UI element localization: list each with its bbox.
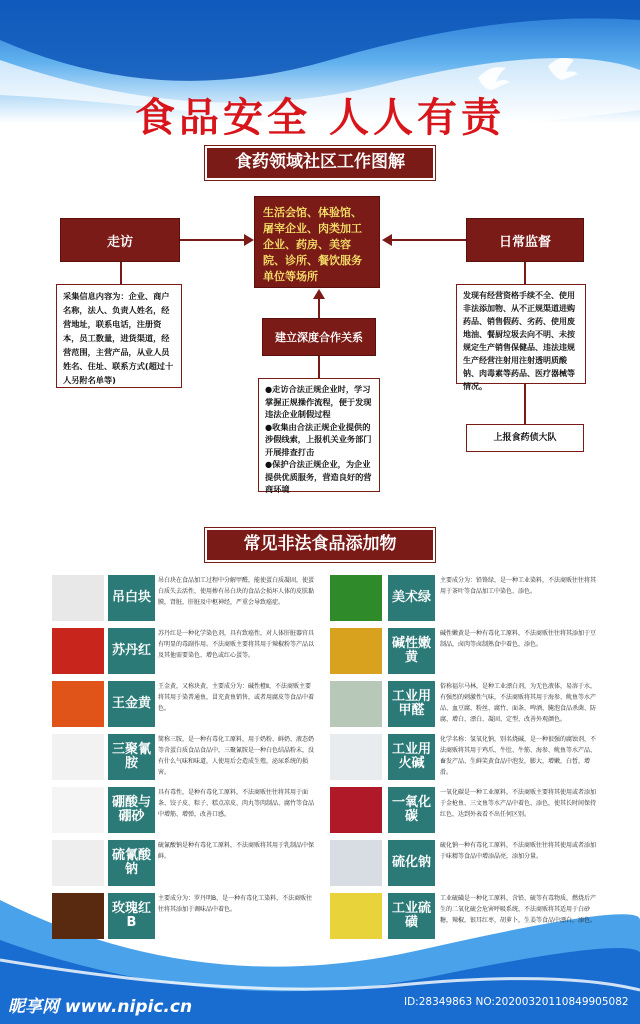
arrow-right xyxy=(390,239,466,241)
arrow-up xyxy=(318,296,320,318)
connector-left xyxy=(120,262,122,284)
additive-name: 碱性嫩黄 xyxy=(388,628,435,674)
supervision-text: 发现有经营资格手续不全、使用非法添加物、从不正规渠道进购药品、销售假药、劣药、使用废地油、餐厨垃圾去向不明、未按规定生产销售保健品、违法违规生产经营注射用注射透明质酸钠、肉毒素等药品、医疗器械等情况。 xyxy=(456,284,586,384)
diagram-banner: 食药领域社区工作图解 xyxy=(205,146,435,180)
additive-description: 主要成分为：铅铬绿，是一种工业染料，不法商贩往往将其用于茶叶等食品加工中染色、添色。 xyxy=(440,577,597,595)
additive-image-right-2 xyxy=(330,681,382,727)
additive-image-left-5 xyxy=(52,840,104,886)
poster-title: 食品安全 人人有责 xyxy=(135,95,505,141)
additive-description: 工业硫磺是一种化工原料，含铅、硫等有毒物质，燃烧后产生的二氧化硫会危害呼吸系统，不法商贩将其适用于白砂糖，辣椒，银耳红枣，胡萝卜，生姜等食品中漂白，添色。 xyxy=(440,895,597,924)
additive-name: 工业硫磺 xyxy=(388,893,435,939)
additive-description: 化学名称：氢氧化钠，别名烧碱，是一种很强的腐蚀剂，不法商贩将其用于鸡爪、牛肚、牛筋、海参、鱿鱼等水产品、畜发产品、生鲜笑黄食品中泡发，膨大，增嫩，白皙，增滑。 xyxy=(440,736,597,776)
connector-right xyxy=(524,262,526,284)
additive-name: 硼酸与硼砂 xyxy=(108,787,155,833)
additive-description: 一氧化碳是一种工业原料，不法商贩主要将其使用或者添加于金枪鱼、三文鱼等水产品中着色、添色，使其长时间保持红色，达到外表看不出任何区别。 xyxy=(440,789,597,818)
additive-description: 俗称福尔马林，是种工业漂白剂，为无色液体，易溶于水，有强烈的刺激性气味，不法商贩将其用于海参、鱿鱼等水产品、血豆腐、粉丝、腐竹、面条、啤酒、腌泡食品杀菌、防腐、增白、漂白、凝固、定型、改善外观颜色。 xyxy=(440,683,597,723)
additive-description: 简称三胺，是一种有毒化工原料，用于奶粉、鲜奶、液态奶等含蛋白质食品食品中，三聚氰胺是一种白色结晶粉末，没有什么气味和味道，人使用后会造成生殖，泌尿系统的损害。 xyxy=(158,736,315,776)
additive-image-left-6 xyxy=(52,893,104,939)
additive-name: 吊白块 xyxy=(108,575,155,621)
additives-banner: 常见非法食品添加物 xyxy=(205,528,435,562)
center-box: 生活会馆、体验馆、屠宰企业、肉类加工企业、药房、美容院、诊所、餐饮服务单位等场所 xyxy=(254,196,380,288)
additive-description: 硫化钠一种有毒化工原料，不法商贩往往将其使用或者添加于味精等食品中增添晶亮，添加分量。 xyxy=(440,842,597,860)
connector-coop xyxy=(318,356,320,378)
additive-name: 一氧化碳 xyxy=(388,787,435,833)
arrow-left xyxy=(180,239,252,241)
additive-description: 吊白块在食品加工过程中分解甲醛，能使蛋白质凝固，使蛋白质失去活性，使用掺有吊白块的食品会损坏人体的皮肤黏膜，肾脏，肝脏及中枢神经，严重会导致癌症。 xyxy=(158,577,315,606)
additive-description: 苏丹红是一种化学染色剂，具有致癌性，对人体肝脏器官具有明显的毒副作用。不法商贩主要将其用于辣椒粉等产品以及其他需要染色、增色或红心蛋等。 xyxy=(158,630,315,659)
additive-image-right-0 xyxy=(330,575,382,621)
additive-name: 硫氰酸钠 xyxy=(108,840,155,886)
additive-description: 王金黄，又称块黄，主要成分为：碱性橙Ⅱ，不法商贩主要将其用于染普通鱼，冒充黄鱼销售，或者用腐皮等食品中着色。 xyxy=(158,683,315,712)
additive-image-left-4 xyxy=(52,787,104,833)
additive-description: 具有毒性，是种有毒化工原料，不法商贩往往将其用于面条、饺子皮、粽子、糕点凉皮、肉丸等肉制品、腐竹等食品中增筋、增弹，改善口感。 xyxy=(158,789,315,818)
arrow-left-head xyxy=(244,234,254,246)
additive-name: 三聚氰胺 xyxy=(108,734,155,780)
additive-name: 工业用甲醛 xyxy=(388,681,435,727)
additive-description: 主要成分为：罗丹明B，是一种有毒化工染料，不法商贩往往将其添加于调味品中着色。 xyxy=(158,895,313,913)
additive-image-left-1 xyxy=(52,628,104,674)
footer-logo: 昵享网 www.nipic.cn xyxy=(8,997,193,1017)
additive-description: 硫氰酸钠是种有毒化工原料，不法商贩将其用于乳制品中保鲜。 xyxy=(158,842,315,860)
additive-name: 美术绿 xyxy=(388,575,435,621)
footer-id: ID:28349863 NO:20200320110849905082 xyxy=(404,996,629,1008)
cooperation-text: ●走访合法正规企业时，学习掌握正规操作流程，便于发现违法企业制假过程 ●收集由合法正规企业提供的涉假线索，上报机关业务部门开展排查打击 ●保护合法正规企业，为企业提供优质服务，营造良好的营商环境 xyxy=(258,378,380,492)
arrow-right-head xyxy=(382,234,392,246)
visit-label: 走访 xyxy=(60,218,180,262)
supervision-label: 日常监督 xyxy=(466,218,584,262)
additive-image-right-4 xyxy=(330,787,382,833)
visit-text: 采集信息内容为：企业、商户名称，法人、负责人姓名，经营地址，联系电话，注册资本，员工数量，进货渠道，经营范围，主营产品，从业人员姓名、住址、联系方式(超过十人另附名单等) xyxy=(56,284,182,388)
additive-image-left-3 xyxy=(52,734,104,780)
additive-image-left-0 xyxy=(52,575,104,621)
additive-image-right-5 xyxy=(330,840,382,886)
additive-name: 硫化钠 xyxy=(388,840,435,886)
additive-image-right-6 xyxy=(330,893,382,939)
connector-report xyxy=(524,384,526,424)
report-box: 上报食药侦大队 xyxy=(466,424,584,452)
additive-name: 苏丹红 xyxy=(108,628,155,674)
additive-name: 工业用火碱 xyxy=(388,734,435,780)
additive-image-left-2 xyxy=(52,681,104,727)
cooperation-label: 建立深度合作关系 xyxy=(262,318,376,356)
arrow-up-head xyxy=(313,289,325,299)
additive-description: 碱性嫩黄是一种有毒化工原料，不法商贩往往将其添加于豆制品，卤肉等卤制熟食中着色，添色。 xyxy=(440,630,597,648)
additive-image-right-3 xyxy=(330,734,382,780)
additive-name: 玫瑰红B xyxy=(108,893,155,939)
additive-name: 王金黄 xyxy=(108,681,155,727)
additive-image-right-1 xyxy=(330,628,382,674)
